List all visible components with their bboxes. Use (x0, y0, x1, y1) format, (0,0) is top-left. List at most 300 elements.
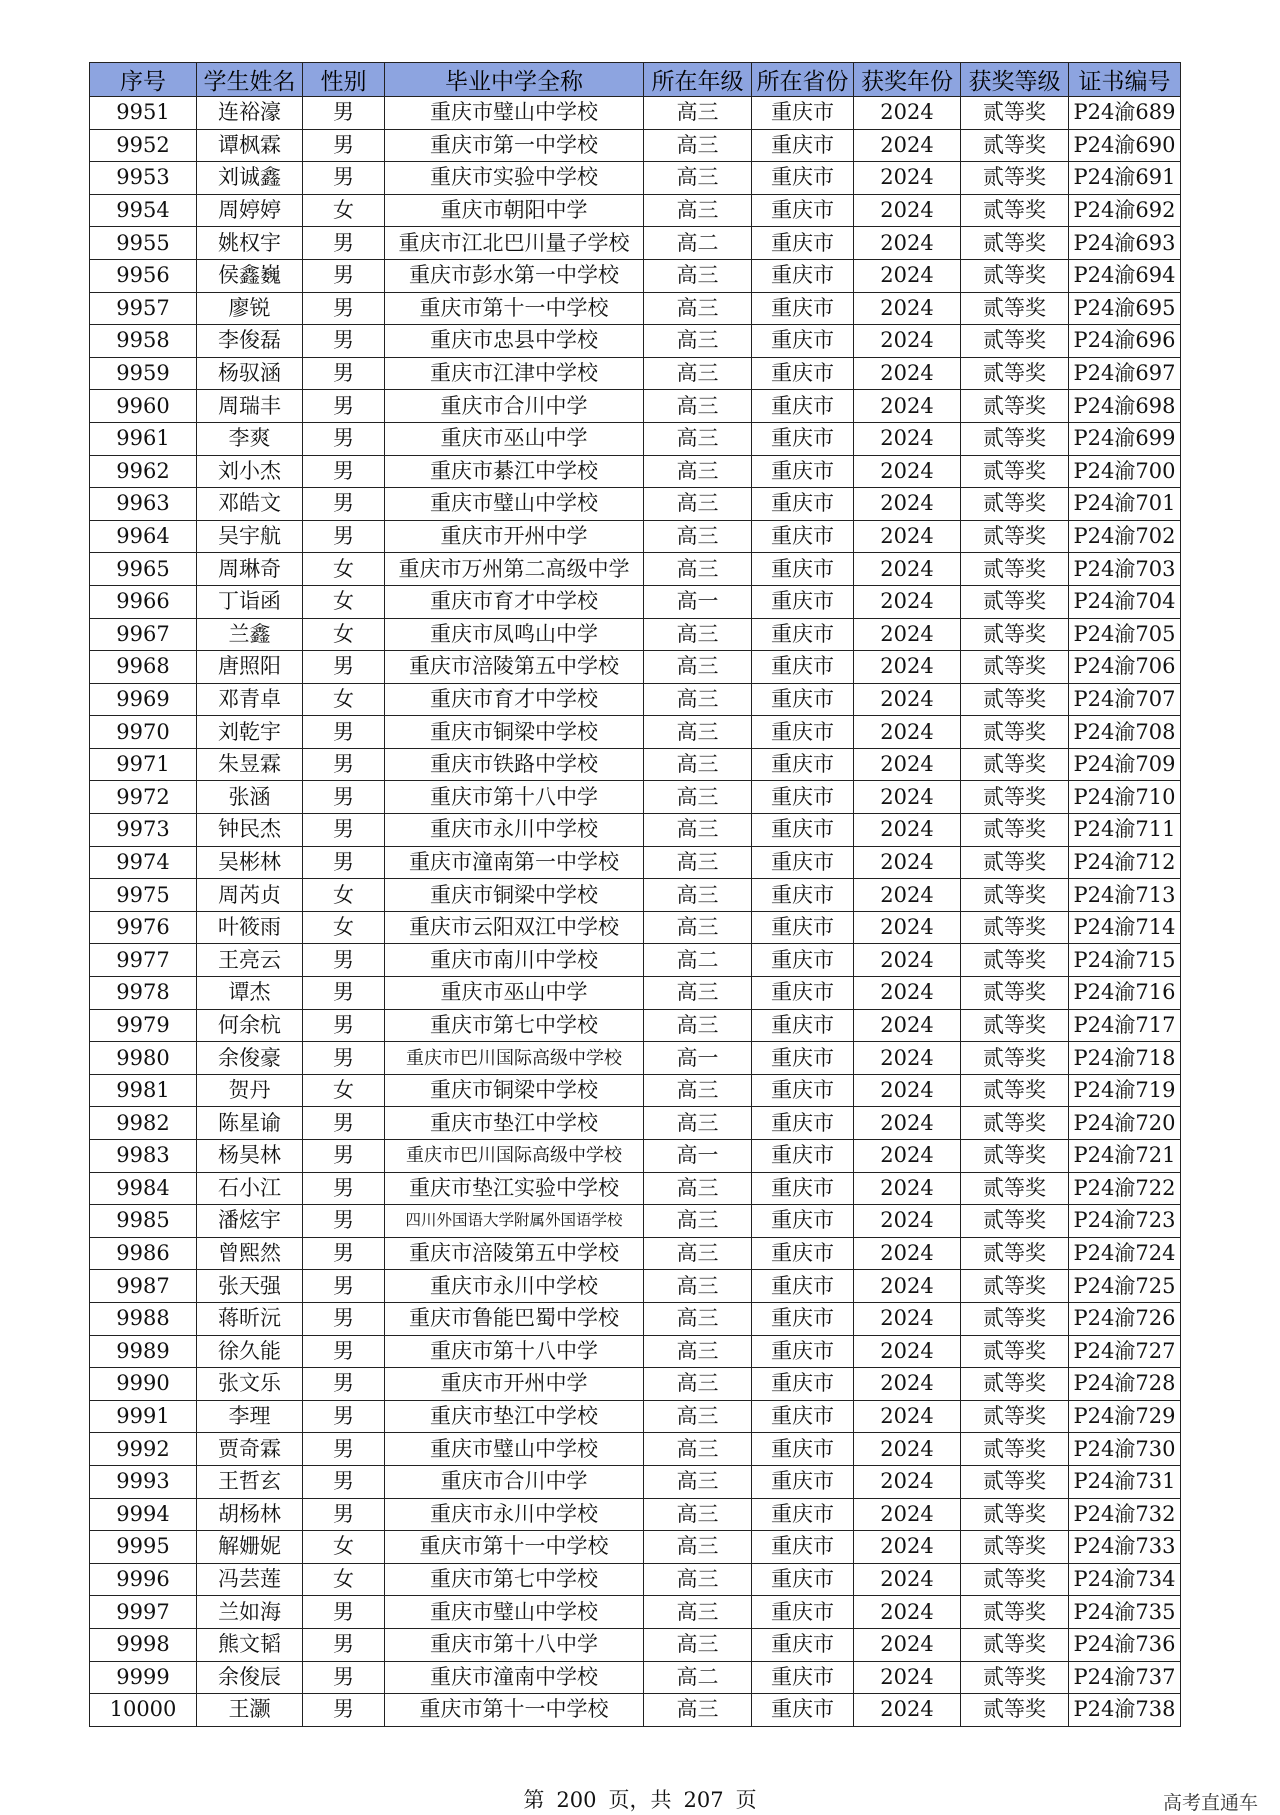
table-header-row (90, 63, 1181, 97)
cell-index: 9962 (90, 455, 197, 488)
cell-student-name: 李俊磊 (197, 325, 303, 358)
cell-school: 重庆市第十一中学校 (385, 1531, 644, 1564)
cell-student-name: 吴宇航 (197, 520, 303, 553)
cell-student-name: 李理 (197, 1400, 303, 1433)
cell-student-name: 刘乾宇 (197, 716, 303, 749)
cell-school: 重庆市江北巴川量子学校 (385, 227, 644, 260)
cell-gender: 男 (303, 1498, 385, 1531)
table-row (90, 1596, 1181, 1629)
cell-award-year: 2024 (854, 1694, 961, 1727)
cell-award-level: 贰等奖 (961, 1107, 1069, 1140)
cell-school: 重庆市巴川国际高级中学校 (385, 1042, 644, 1075)
header-award-year: 获奖年份 (854, 63, 961, 97)
cell-award-year: 2024 (854, 1465, 961, 1498)
cell-index: 9969 (90, 683, 197, 716)
header-student-name: 学生姓名 (197, 63, 303, 97)
cell-student-name: 唐照阳 (197, 651, 303, 684)
cell-award-year: 2024 (854, 1563, 961, 1596)
cell-index: 9996 (90, 1563, 197, 1596)
cell-province: 重庆市 (752, 194, 854, 227)
cell-student-name: 周芮贞 (197, 879, 303, 912)
table-row (90, 1042, 1181, 1075)
cell-grade: 高三 (644, 1237, 752, 1270)
cell-gender: 男 (303, 748, 385, 781)
cell-gender: 男 (303, 1661, 385, 1694)
table-row (90, 1205, 1181, 1238)
cell-gender: 男 (303, 1368, 385, 1401)
cell-gender: 男 (303, 977, 385, 1010)
cell-student-name: 贺丹 (197, 1074, 303, 1107)
cell-award-year: 2024 (854, 1628, 961, 1661)
cell-student-name: 何余杭 (197, 1009, 303, 1042)
cell-award-level: 贰等奖 (961, 1009, 1069, 1042)
cell-gender: 男 (303, 651, 385, 684)
cell-student-name: 朱昱霖 (197, 748, 303, 781)
cell-school: 重庆市育才中学校 (385, 683, 644, 716)
cell-index: 9994 (90, 1498, 197, 1531)
cell-grade: 高三 (644, 748, 752, 781)
cell-award-year: 2024 (854, 944, 961, 977)
cell-grade: 高三 (644, 1302, 752, 1335)
cell-grade: 高一 (644, 1042, 752, 1075)
cell-award-level: 贰等奖 (961, 194, 1069, 227)
cell-grade: 高三 (644, 846, 752, 879)
cell-award-level: 贰等奖 (961, 716, 1069, 749)
cell-award-year: 2024 (854, 1302, 961, 1335)
cell-certificate-no: P24渝731 (1069, 1465, 1181, 1498)
cell-student-name: 王灏 (197, 1694, 303, 1727)
cell-certificate-no: P24渝699 (1069, 422, 1181, 455)
cell-province: 重庆市 (752, 292, 854, 325)
cell-award-year: 2024 (854, 1237, 961, 1270)
cell-certificate-no: P24渝721 (1069, 1140, 1181, 1173)
cell-gender: 女 (303, 553, 385, 586)
cell-certificate-no: P24渝715 (1069, 944, 1181, 977)
table-row (90, 879, 1181, 912)
cell-gender: 男 (303, 1107, 385, 1140)
cell-grade: 高三 (644, 455, 752, 488)
cell-province: 重庆市 (752, 716, 854, 749)
cell-school: 重庆市璧山中学校 (385, 488, 644, 521)
cell-award-year: 2024 (854, 1531, 961, 1564)
table-row (90, 553, 1181, 586)
cell-gender: 男 (303, 1237, 385, 1270)
cell-award-year: 2024 (854, 879, 961, 912)
cell-index: 9993 (90, 1465, 197, 1498)
cell-certificate-no: P24渝725 (1069, 1270, 1181, 1303)
cell-grade: 高三 (644, 1531, 752, 1564)
cell-award-level: 贰等奖 (961, 390, 1069, 423)
cell-award-year: 2024 (854, 1335, 961, 1368)
cell-certificate-no: P24渝718 (1069, 1042, 1181, 1075)
cell-school: 重庆市第七中学校 (385, 1009, 644, 1042)
cell-index: 9959 (90, 357, 197, 390)
page-mid: 页，共 (608, 1788, 672, 1812)
cell-index: 9983 (90, 1140, 197, 1173)
cell-certificate-no: P24渝711 (1069, 814, 1181, 847)
cell-student-name: 谭枫霖 (197, 129, 303, 162)
cell-grade: 高三 (644, 1009, 752, 1042)
cell-award-year: 2024 (854, 814, 961, 847)
cell-province: 重庆市 (752, 911, 854, 944)
cell-index: 9987 (90, 1270, 197, 1303)
table-row (90, 1694, 1181, 1727)
cell-province: 重庆市 (752, 1270, 854, 1303)
cell-province: 重庆市 (752, 1628, 854, 1661)
cell-gender: 男 (303, 1596, 385, 1629)
cell-award-level: 贰等奖 (961, 651, 1069, 684)
cell-grade: 高三 (644, 1465, 752, 1498)
cell-award-level: 贰等奖 (961, 748, 1069, 781)
cell-award-level: 贰等奖 (961, 455, 1069, 488)
table-row (90, 846, 1181, 879)
cell-index: 9952 (90, 129, 197, 162)
cell-award-year: 2024 (854, 683, 961, 716)
cell-certificate-no: P24渝691 (1069, 162, 1181, 195)
cell-student-name: 周婷婷 (197, 194, 303, 227)
cell-school: 重庆市潼南第一中学校 (385, 846, 644, 879)
cell-certificate-no: P24渝713 (1069, 879, 1181, 912)
cell-award-level: 贰等奖 (961, 944, 1069, 977)
cell-grade: 高三 (644, 716, 752, 749)
cell-award-year: 2024 (854, 1433, 961, 1466)
cell-award-level: 贰等奖 (961, 911, 1069, 944)
cell-index: 9955 (90, 227, 197, 260)
cell-province: 重庆市 (752, 259, 854, 292)
cell-student-name: 杨昊林 (197, 1140, 303, 1173)
table-row (90, 1302, 1181, 1335)
cell-grade: 高三 (644, 1596, 752, 1629)
table-row (90, 651, 1181, 684)
table-row (90, 1009, 1181, 1042)
cell-award-level: 贰等奖 (961, 1661, 1069, 1694)
header-certificate-no: 证书编号 (1069, 63, 1181, 97)
cell-index: 9971 (90, 748, 197, 781)
cell-school: 重庆市鲁能巴蜀中学校 (385, 1302, 644, 1335)
page-suffix: 页 (735, 1788, 757, 1812)
cell-award-level: 贰等奖 (961, 1531, 1069, 1564)
cell-award-level: 贰等奖 (961, 1205, 1069, 1238)
table-row (90, 618, 1181, 651)
cell-school: 重庆市綦江中学校 (385, 455, 644, 488)
cell-student-name: 张文乐 (197, 1368, 303, 1401)
cell-province: 重庆市 (752, 97, 854, 130)
cell-award-level: 贰等奖 (961, 977, 1069, 1010)
cell-grade: 高三 (644, 1433, 752, 1466)
cell-gender: 男 (303, 716, 385, 749)
cell-gender: 男 (303, 390, 385, 423)
cell-award-level: 贰等奖 (961, 1465, 1069, 1498)
cell-award-year: 2024 (854, 1498, 961, 1531)
cell-student-name: 杨驭涵 (197, 357, 303, 390)
table-row (90, 977, 1181, 1010)
cell-gender: 男 (303, 97, 385, 130)
cell-gender: 男 (303, 162, 385, 195)
table-row (90, 683, 1181, 716)
cell-award-level: 贰等奖 (961, 1563, 1069, 1596)
cell-province: 重庆市 (752, 1205, 854, 1238)
cell-student-name: 余俊豪 (197, 1042, 303, 1075)
cell-province: 重庆市 (752, 488, 854, 521)
cell-certificate-no: P24渝710 (1069, 781, 1181, 814)
cell-award-year: 2024 (854, 1368, 961, 1401)
cell-index: 9975 (90, 879, 197, 912)
cell-award-year: 2024 (854, 1009, 961, 1042)
cell-province: 重庆市 (752, 618, 854, 651)
cell-award-level: 贰等奖 (961, 1498, 1069, 1531)
cell-index: 9964 (90, 520, 197, 553)
header-province: 所在省份 (752, 63, 854, 97)
cell-award-year: 2024 (854, 748, 961, 781)
cell-student-name: 李爽 (197, 422, 303, 455)
cell-student-name: 张天强 (197, 1270, 303, 1303)
table-row (90, 1661, 1181, 1694)
cell-grade: 高三 (644, 1270, 752, 1303)
table-row (90, 1628, 1181, 1661)
cell-certificate-no: P24渝730 (1069, 1433, 1181, 1466)
cell-school: 重庆市南川中学校 (385, 944, 644, 977)
cell-index: 9998 (90, 1628, 197, 1661)
cell-award-level: 贰等奖 (961, 683, 1069, 716)
cell-certificate-no: P24渝696 (1069, 325, 1181, 358)
cell-index: 9961 (90, 422, 197, 455)
table-row (90, 911, 1181, 944)
cell-province: 重庆市 (752, 1433, 854, 1466)
cell-index: 9985 (90, 1205, 197, 1238)
cell-gender: 女 (303, 585, 385, 618)
cell-index: 9967 (90, 618, 197, 651)
cell-gender: 女 (303, 683, 385, 716)
cell-gender: 男 (303, 1628, 385, 1661)
cell-certificate-no: P24渝735 (1069, 1596, 1181, 1629)
cell-student-name: 余俊辰 (197, 1661, 303, 1694)
cell-school: 重庆市云阳双江中学校 (385, 911, 644, 944)
cell-province: 重庆市 (752, 325, 854, 358)
cell-province: 重庆市 (752, 357, 854, 390)
cell-certificate-no: P24渝729 (1069, 1400, 1181, 1433)
cell-student-name: 邓青卓 (197, 683, 303, 716)
cell-award-year: 2024 (854, 1400, 961, 1433)
cell-index: 9984 (90, 1172, 197, 1205)
cell-grade: 高三 (644, 390, 752, 423)
cell-index: 9957 (90, 292, 197, 325)
cell-award-level: 贰等奖 (961, 422, 1069, 455)
cell-school: 重庆市璧山中学校 (385, 97, 644, 130)
cell-school: 重庆市巫山中学 (385, 977, 644, 1010)
table-row (90, 1465, 1181, 1498)
cell-gender: 男 (303, 1694, 385, 1727)
cell-award-level: 贰等奖 (961, 357, 1069, 390)
table-row (90, 455, 1181, 488)
cell-student-name: 解姗妮 (197, 1531, 303, 1564)
cell-certificate-no: P24渝724 (1069, 1237, 1181, 1270)
cell-award-level: 贰等奖 (961, 325, 1069, 358)
cell-certificate-no: P24渝726 (1069, 1302, 1181, 1335)
cell-gender: 男 (303, 1042, 385, 1075)
cell-province: 重庆市 (752, 748, 854, 781)
cell-school: 重庆市忠县中学校 (385, 325, 644, 358)
cell-certificate-no: P24渝719 (1069, 1074, 1181, 1107)
cell-student-name: 曾熙然 (197, 1237, 303, 1270)
cell-gender: 男 (303, 455, 385, 488)
cell-award-level: 贰等奖 (961, 1400, 1069, 1433)
cell-grade: 高一 (644, 1140, 752, 1173)
cell-certificate-no: P24渝692 (1069, 194, 1181, 227)
cell-certificate-no: P24渝734 (1069, 1563, 1181, 1596)
table-row (90, 520, 1181, 553)
table-row (90, 1400, 1181, 1433)
cell-award-year: 2024 (854, 129, 961, 162)
cell-certificate-no: P24渝738 (1069, 1694, 1181, 1727)
cell-student-name: 熊文韬 (197, 1628, 303, 1661)
cell-gender: 女 (303, 911, 385, 944)
cell-grade: 高三 (644, 1335, 752, 1368)
cell-gender: 男 (303, 1140, 385, 1173)
cell-grade: 高三 (644, 488, 752, 521)
cell-school: 重庆市巫山中学 (385, 422, 644, 455)
cell-province: 重庆市 (752, 977, 854, 1010)
cell-province: 重庆市 (752, 520, 854, 553)
cell-school: 重庆市永川中学校 (385, 814, 644, 847)
cell-student-name: 兰如海 (197, 1596, 303, 1629)
cell-student-name: 贾奇霖 (197, 1433, 303, 1466)
cell-grade: 高三 (644, 1628, 752, 1661)
cell-grade: 高三 (644, 97, 752, 130)
cell-award-level: 贰等奖 (961, 97, 1069, 130)
table-row (90, 422, 1181, 455)
cell-student-name: 刘小杰 (197, 455, 303, 488)
cell-award-level: 贰等奖 (961, 1368, 1069, 1401)
cell-province: 重庆市 (752, 455, 854, 488)
cell-school: 重庆市实验中学校 (385, 162, 644, 195)
cell-certificate-no: P24渝698 (1069, 390, 1181, 423)
cell-gender: 女 (303, 1074, 385, 1107)
cell-certificate-no: P24渝706 (1069, 651, 1181, 684)
cell-index: 9980 (90, 1042, 197, 1075)
cell-certificate-no: P24渝709 (1069, 748, 1181, 781)
cell-school: 重庆市永川中学校 (385, 1270, 644, 1303)
cell-province: 重庆市 (752, 1335, 854, 1368)
cell-province: 重庆市 (752, 944, 854, 977)
table-row (90, 129, 1181, 162)
cell-certificate-no: P24渝694 (1069, 259, 1181, 292)
cell-student-name: 连裕濠 (197, 97, 303, 130)
cell-student-name: 潘炫宇 (197, 1205, 303, 1238)
cell-award-year: 2024 (854, 977, 961, 1010)
cell-province: 重庆市 (752, 1009, 854, 1042)
cell-grade: 高三 (644, 1498, 752, 1531)
cell-student-name: 胡杨林 (197, 1498, 303, 1531)
cell-province: 重庆市 (752, 1596, 854, 1629)
cell-student-name: 刘诚鑫 (197, 162, 303, 195)
cell-award-level: 贰等奖 (961, 129, 1069, 162)
award-table (89, 62, 1181, 1727)
cell-province: 重庆市 (752, 390, 854, 423)
cell-school: 重庆市涪陵第五中学校 (385, 651, 644, 684)
cell-gender: 男 (303, 1433, 385, 1466)
cell-gender: 男 (303, 259, 385, 292)
table-row (90, 97, 1181, 130)
cell-award-level: 贰等奖 (961, 781, 1069, 814)
cell-award-level: 贰等奖 (961, 1302, 1069, 1335)
cell-award-level: 贰等奖 (961, 488, 1069, 521)
cell-award-year: 2024 (854, 325, 961, 358)
cell-certificate-no: P24渝689 (1069, 97, 1181, 130)
cell-student-name: 吴彬林 (197, 846, 303, 879)
cell-award-year: 2024 (854, 846, 961, 879)
header-gender: 性别 (303, 63, 385, 97)
cell-award-level: 贰等奖 (961, 1433, 1069, 1466)
page-number: 200 (556, 1788, 597, 1812)
cell-index: 9981 (90, 1074, 197, 1107)
cell-province: 重庆市 (752, 1694, 854, 1727)
cell-index: 9960 (90, 390, 197, 423)
cell-award-year: 2024 (854, 585, 961, 618)
cell-index: 9992 (90, 1433, 197, 1466)
cell-gender: 男 (303, 129, 385, 162)
cell-index: 9979 (90, 1009, 197, 1042)
cell-index: 9977 (90, 944, 197, 977)
cell-province: 重庆市 (752, 1172, 854, 1205)
table-row (90, 585, 1181, 618)
cell-grade: 高三 (644, 520, 752, 553)
cell-school: 重庆市潼南中学校 (385, 1661, 644, 1694)
cell-award-level: 贰等奖 (961, 292, 1069, 325)
cell-certificate-no: P24渝716 (1069, 977, 1181, 1010)
cell-award-level: 贰等奖 (961, 879, 1069, 912)
cell-award-year: 2024 (854, 390, 961, 423)
cell-province: 重庆市 (752, 227, 854, 260)
cell-school: 重庆市第十八中学 (385, 781, 644, 814)
cell-grade: 高二 (644, 944, 752, 977)
cell-province: 重庆市 (752, 846, 854, 879)
cell-student-name: 姚权宇 (197, 227, 303, 260)
cell-gender: 男 (303, 422, 385, 455)
cell-province: 重庆市 (752, 814, 854, 847)
cell-certificate-no: P24渝701 (1069, 488, 1181, 521)
cell-school: 重庆市巴川国际高级中学校 (385, 1140, 644, 1173)
cell-award-level: 贰等奖 (961, 162, 1069, 195)
cell-grade: 高三 (644, 292, 752, 325)
cell-certificate-no: P24渝708 (1069, 716, 1181, 749)
cell-province: 重庆市 (752, 1074, 854, 1107)
cell-index: 9989 (90, 1335, 197, 1368)
cell-index: 9986 (90, 1237, 197, 1270)
cell-province: 重庆市 (752, 1400, 854, 1433)
cell-gender: 女 (303, 194, 385, 227)
cell-gender: 男 (303, 227, 385, 260)
cell-certificate-no: P24渝704 (1069, 585, 1181, 618)
cell-grade: 高三 (644, 1205, 752, 1238)
cell-award-level: 贰等奖 (961, 1596, 1069, 1629)
cell-province: 重庆市 (752, 585, 854, 618)
cell-index: 9974 (90, 846, 197, 879)
cell-province: 重庆市 (752, 1498, 854, 1531)
cell-province: 重庆市 (752, 553, 854, 586)
cell-school: 重庆市合川中学 (385, 1465, 644, 1498)
cell-award-level: 贰等奖 (961, 1628, 1069, 1661)
cell-certificate-no: P24渝733 (1069, 1531, 1181, 1564)
cell-certificate-no: P24渝737 (1069, 1661, 1181, 1694)
cell-grade: 高一 (644, 585, 752, 618)
cell-award-level: 贰等奖 (961, 227, 1069, 260)
cell-gender: 男 (303, 1400, 385, 1433)
cell-school: 重庆市开州中学 (385, 1368, 644, 1401)
cell-index: 9988 (90, 1302, 197, 1335)
cell-school: 重庆市垫江中学校 (385, 1400, 644, 1433)
cell-school: 重庆市育才中学校 (385, 585, 644, 618)
cell-gender: 男 (303, 1335, 385, 1368)
